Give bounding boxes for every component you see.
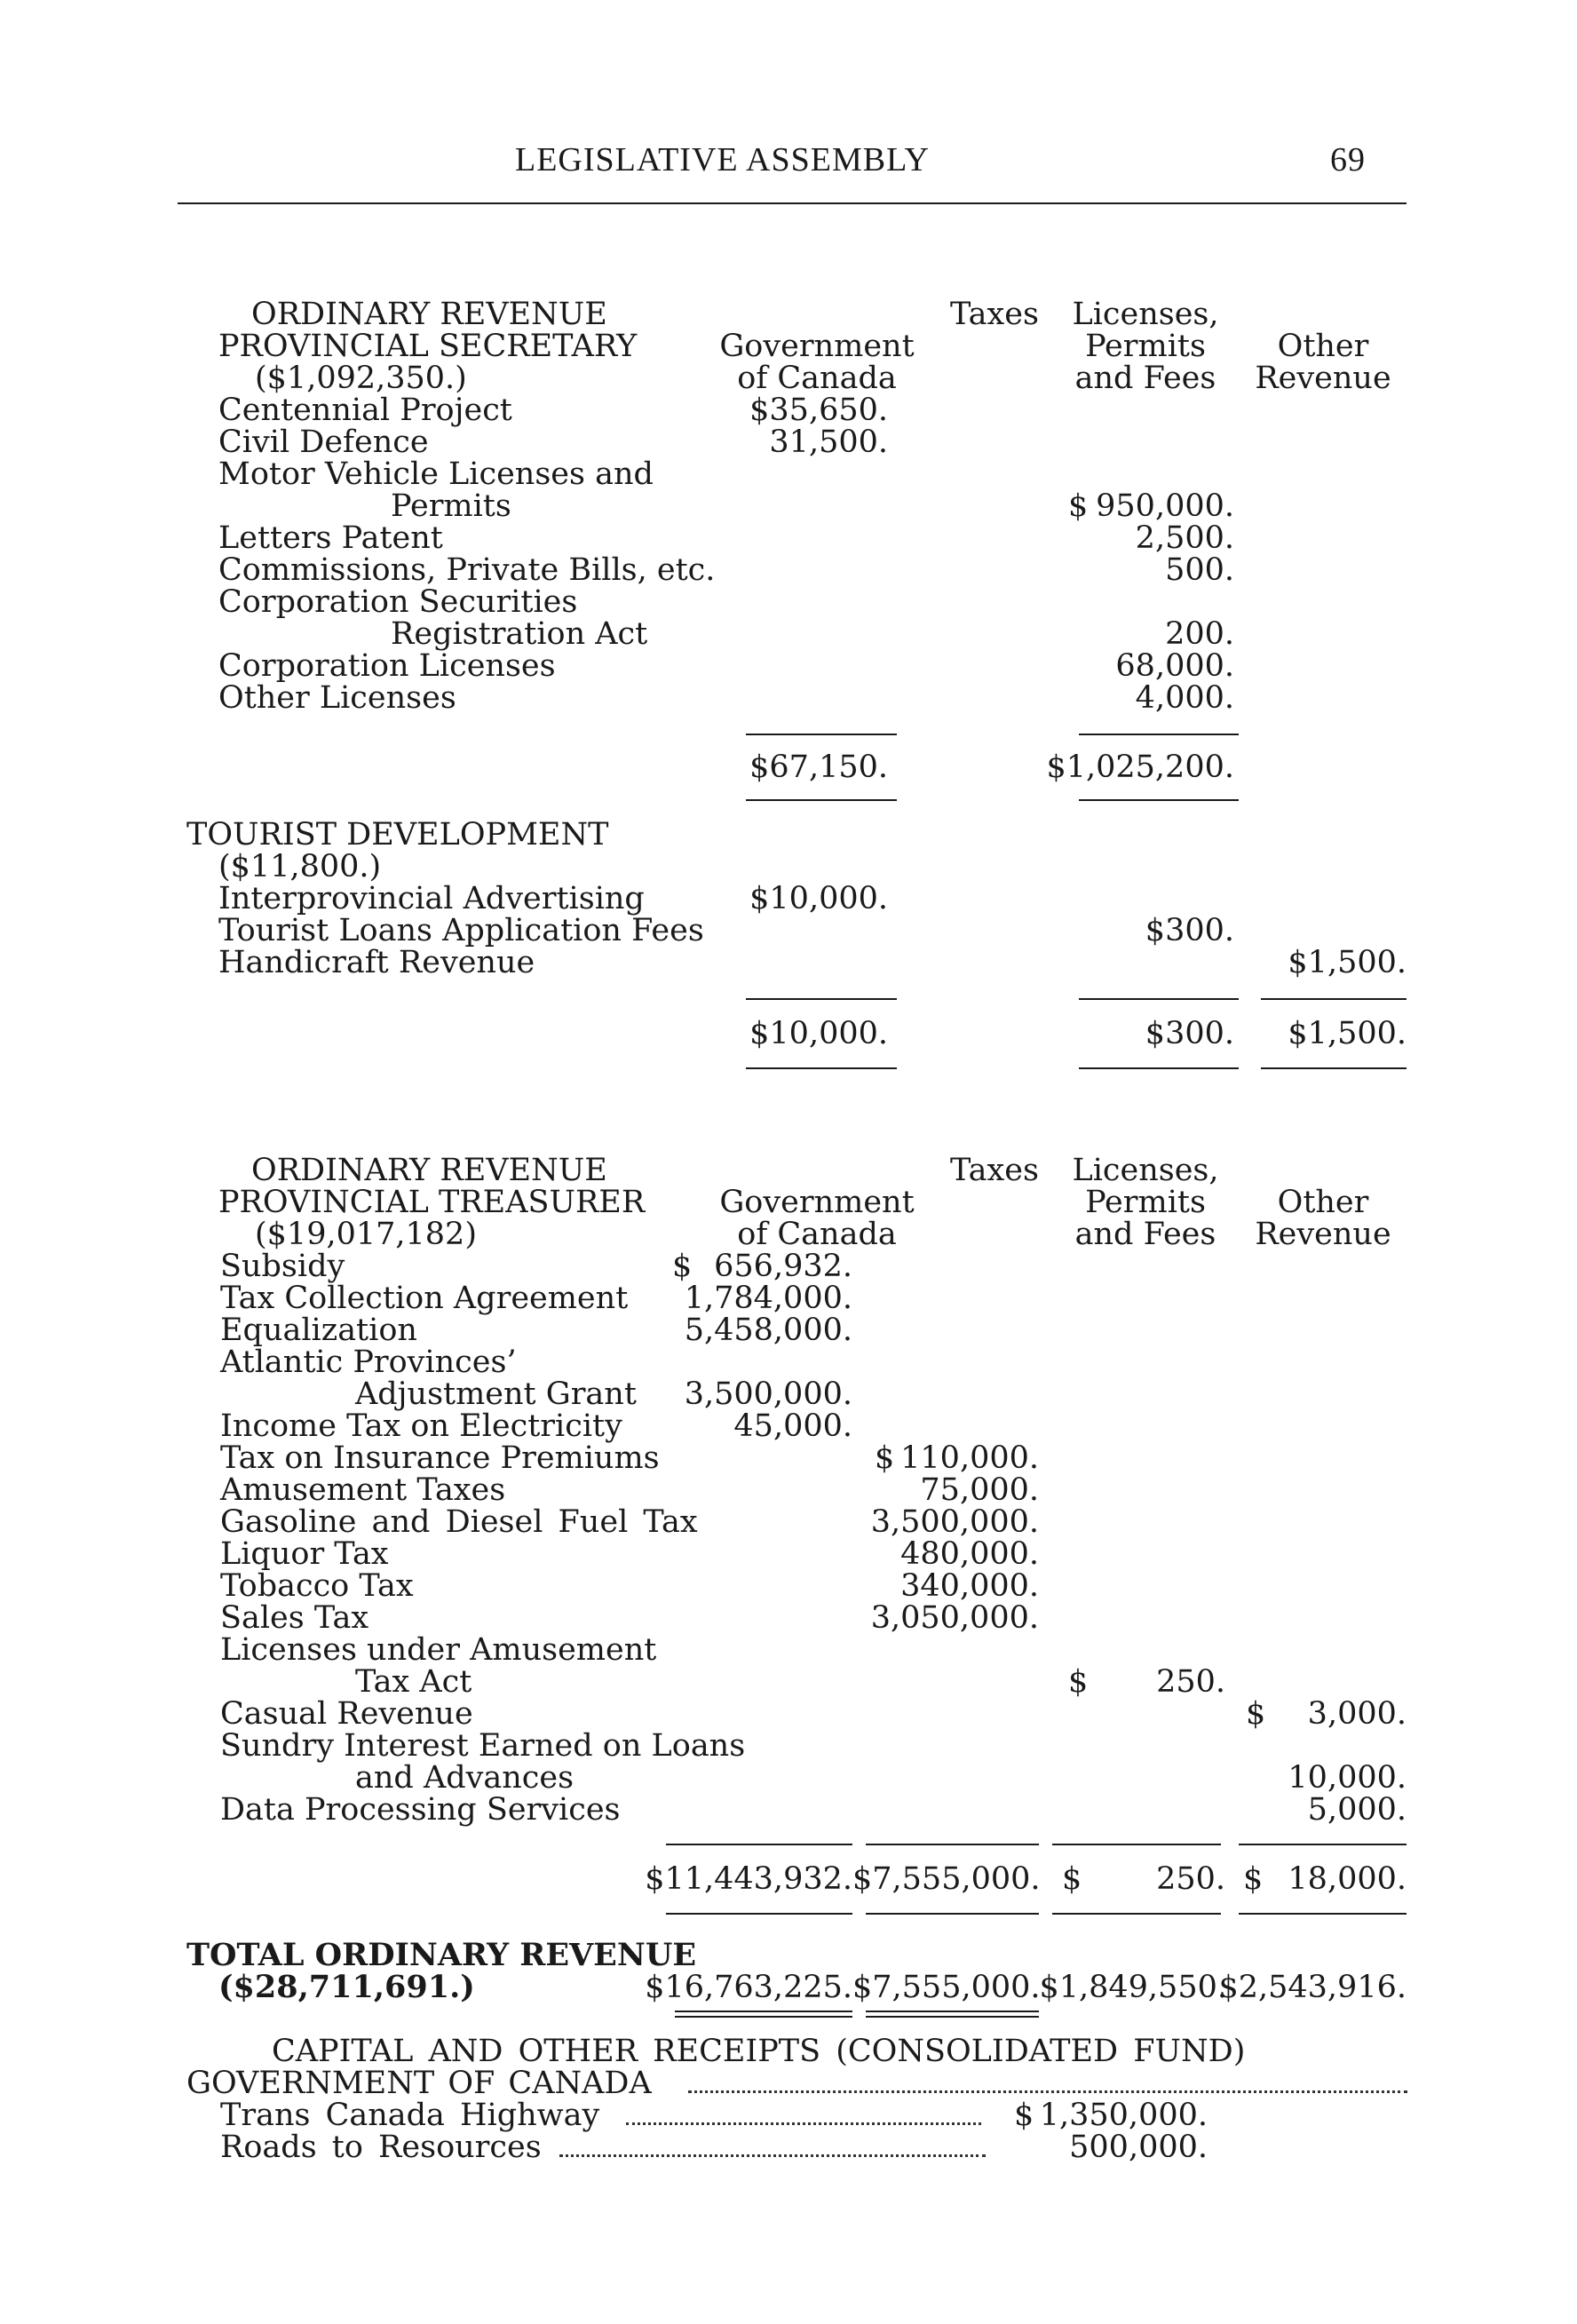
total-rule	[666, 1913, 852, 1915]
section-title: TOURIST DEVELOPMENT	[186, 817, 609, 853]
total-rule	[866, 1913, 1039, 1915]
total-other: $1,500.	[1288, 1016, 1407, 1051]
lic-symbol: $	[1068, 1664, 1089, 1700]
lic-value: 68,000.	[1115, 648, 1234, 684]
section-title: ORDINARY REVENUE	[251, 1153, 607, 1188]
double-rule	[866, 2016, 1039, 2018]
row-label: Atlantic Provinces’	[220, 1344, 517, 1380]
gov-value: 1,784,000.	[684, 1281, 852, 1316]
total-rule	[746, 998, 897, 1000]
capital-symbol: $	[1014, 2098, 1034, 2133]
row-label: Civil Defence	[218, 424, 429, 460]
col-header-other-2: Other Revenue	[1255, 1185, 1391, 1252]
double-rule	[866, 2011, 1039, 2012]
lic-value: 250.	[1156, 1664, 1225, 1700]
total-rule	[866, 1844, 1039, 1845]
col-header-lic-2: Licenses, Permits and Fees	[1072, 1153, 1219, 1252]
lic-value: 500.	[1165, 552, 1234, 588]
row-label: Centennial Project	[218, 393, 512, 428]
row-label: Data Processing Services	[220, 1792, 621, 1828]
total-lic: $1,025,200.	[1046, 750, 1234, 785]
gov-value: 3,500,000.	[684, 1376, 852, 1412]
row-label: Income Tax on Electricity	[220, 1408, 622, 1444]
row-label: Registration Act	[391, 616, 648, 652]
other-symbol: $	[1243, 1861, 1264, 1897]
lic-value: 950,000.	[1096, 488, 1234, 524]
total-rule	[666, 1844, 852, 1845]
total-rule	[1079, 998, 1239, 1000]
capital-value: 1,350,000.	[1039, 2098, 1208, 2133]
tax-value: 340,000.	[900, 1568, 1039, 1604]
lic-value: 200.	[1165, 616, 1234, 652]
section-subtitle: PROVINCIAL TREASURER	[218, 1185, 646, 1220]
gov-value: 45,000.	[733, 1408, 852, 1444]
section-amount: ($19,017,182)	[255, 1217, 477, 1252]
lic-value: 4,000.	[1135, 680, 1234, 716]
total-rule	[1052, 1913, 1221, 1915]
header-rule	[178, 202, 1407, 204]
lic-symbol: $	[1068, 488, 1089, 524]
lic-symbol: $	[1062, 1861, 1082, 1897]
total-other: 18,000.	[1288, 1861, 1407, 1897]
capital-title: CAPITAL AND OTHER RECEIPTS (CONSOLIDATED FUND)	[272, 2034, 1246, 2069]
grand-total-tax: $7,555,000.	[852, 1970, 1041, 2005]
col-header-gov-2: Government of Canada	[719, 1185, 915, 1252]
row-label: Equalization	[220, 1313, 417, 1348]
row-label: Amusement Taxes	[220, 1472, 506, 1508]
total-rule	[1239, 1913, 1407, 1915]
total-rule	[1079, 799, 1239, 801]
row-label: Adjustment Grant	[355, 1376, 637, 1412]
row-label: and Advances	[355, 1760, 575, 1796]
row-label: Tobacco Tax	[220, 1568, 414, 1604]
row-label: Tourist Loans Application Fees	[218, 913, 704, 948]
other-symbol: $	[1246, 1696, 1266, 1732]
total-rule	[746, 1067, 897, 1069]
page-title: LEGISLATIVE ASSEMBLY	[515, 141, 930, 178]
section-title: ORDINARY REVENUE	[251, 297, 607, 332]
capital-row-label: Trans Canada Highway	[220, 2098, 600, 2133]
grand-total-lic: $1,849,550.	[1039, 1970, 1227, 2005]
row-label: Tax on Insurance Premiums	[220, 1440, 660, 1476]
gov-symbol: $	[672, 1249, 693, 1284]
lic-value: 2,500.	[1135, 520, 1234, 556]
row-label: Other Licenses	[218, 680, 456, 716]
total-rule	[746, 734, 897, 735]
gov-value: 5,458,000.	[684, 1313, 852, 1348]
gov-value: $35,650.	[749, 393, 888, 428]
col-header-lic-1: Licenses, Permits and Fees	[1072, 297, 1219, 396]
gov-value: $10,000.	[749, 881, 888, 916]
row-label: Sundry Interest Earned on Loans	[220, 1728, 746, 1764]
other-value: 5,000.	[1307, 1792, 1407, 1828]
total-rule	[1079, 1067, 1239, 1069]
tax-value: 3,500,000.	[870, 1504, 1039, 1540]
tax-value: 75,000.	[920, 1472, 1039, 1508]
tax-symbol: $	[875, 1440, 895, 1476]
total-title: TOTAL ORDINARY REVENUE	[186, 1937, 697, 1973]
row-label: Gasoline and Diesel Fuel Tax	[220, 1504, 698, 1540]
other-value: 3,000.	[1307, 1696, 1407, 1732]
section-subtitle: PROVINCIAL SECRETARY	[218, 329, 638, 364]
tax-value: 3,050,000.	[870, 1600, 1039, 1636]
grand-total-gov: $16,763,225.	[645, 1970, 852, 2005]
total-rule	[1079, 734, 1239, 735]
row-label: Casual Revenue	[220, 1696, 473, 1732]
total-amount: ($28,711,691.)	[218, 1969, 475, 2005]
gov-value: 31,500.	[769, 424, 888, 460]
total-tax: $7,555,000.	[852, 1861, 1041, 1897]
total-rule	[1261, 1067, 1407, 1069]
other-value: $1,500.	[1288, 945, 1407, 980]
row-label: Liquor Tax	[220, 1536, 389, 1572]
capital-value: 500,000.	[1069, 2130, 1208, 2165]
col-header-taxes-2: Taxes	[950, 1153, 1039, 1188]
grand-total-other: $2,543,916.	[1218, 1970, 1407, 2005]
col-header-other-1: Other Revenue	[1255, 329, 1391, 396]
section-amount: ($11,800.)	[218, 849, 382, 884]
tax-value: 480,000.	[900, 1536, 1039, 1572]
other-value: 10,000.	[1288, 1760, 1407, 1796]
tax-value: 110,000.	[900, 1440, 1039, 1476]
row-label: Handicraft Revenue	[218, 945, 535, 980]
col-header-taxes-1: Taxes	[950, 297, 1039, 332]
lic-value: $300.	[1145, 913, 1234, 948]
row-label: Interprovincial Advertising	[218, 881, 645, 916]
section-amount: ($1,092,350.)	[255, 361, 467, 396]
dot-leader	[559, 2154, 986, 2157]
capital-subtitle: GOVERNMENT OF CANADA	[186, 2066, 652, 2101]
total-gov: $11,443,932.	[645, 1861, 852, 1897]
row-label: Tax Collection Agreement	[220, 1281, 629, 1316]
total-lic: 250.	[1156, 1861, 1225, 1897]
row-label: Permits	[391, 488, 511, 524]
dot-leader	[688, 2090, 1407, 2093]
total-lic: $300.	[1145, 1016, 1234, 1051]
double-rule	[675, 2016, 852, 2018]
dot-leader	[626, 2122, 981, 2125]
row-label: Motor Vehicle Licenses and	[218, 456, 654, 492]
total-gov: $67,150.	[749, 750, 888, 785]
col-header-gov-1: Government of Canada	[719, 329, 915, 396]
row-label: Subsidy	[220, 1249, 345, 1284]
row-label: Sales Tax	[220, 1600, 369, 1636]
page-number: 69	[1330, 141, 1366, 178]
double-rule	[675, 2011, 852, 2012]
row-label: Corporation Licenses	[218, 648, 556, 684]
row-label: Tax Act	[355, 1664, 472, 1700]
row-label: Corporation Securities	[218, 584, 578, 620]
total-rule	[1239, 1844, 1407, 1845]
total-rule	[746, 799, 897, 801]
row-label: Letters Patent	[218, 520, 443, 556]
row-label: Licenses under Amusement	[220, 1632, 657, 1668]
total-gov: $10,000.	[749, 1016, 888, 1051]
capital-row-label: Roads to Resources	[220, 2130, 542, 2165]
row-label: Commissions, Private Bills, etc.	[218, 552, 716, 588]
gov-value: 656,932.	[714, 1249, 852, 1284]
total-rule	[1052, 1844, 1221, 1845]
total-rule	[1261, 998, 1407, 1000]
